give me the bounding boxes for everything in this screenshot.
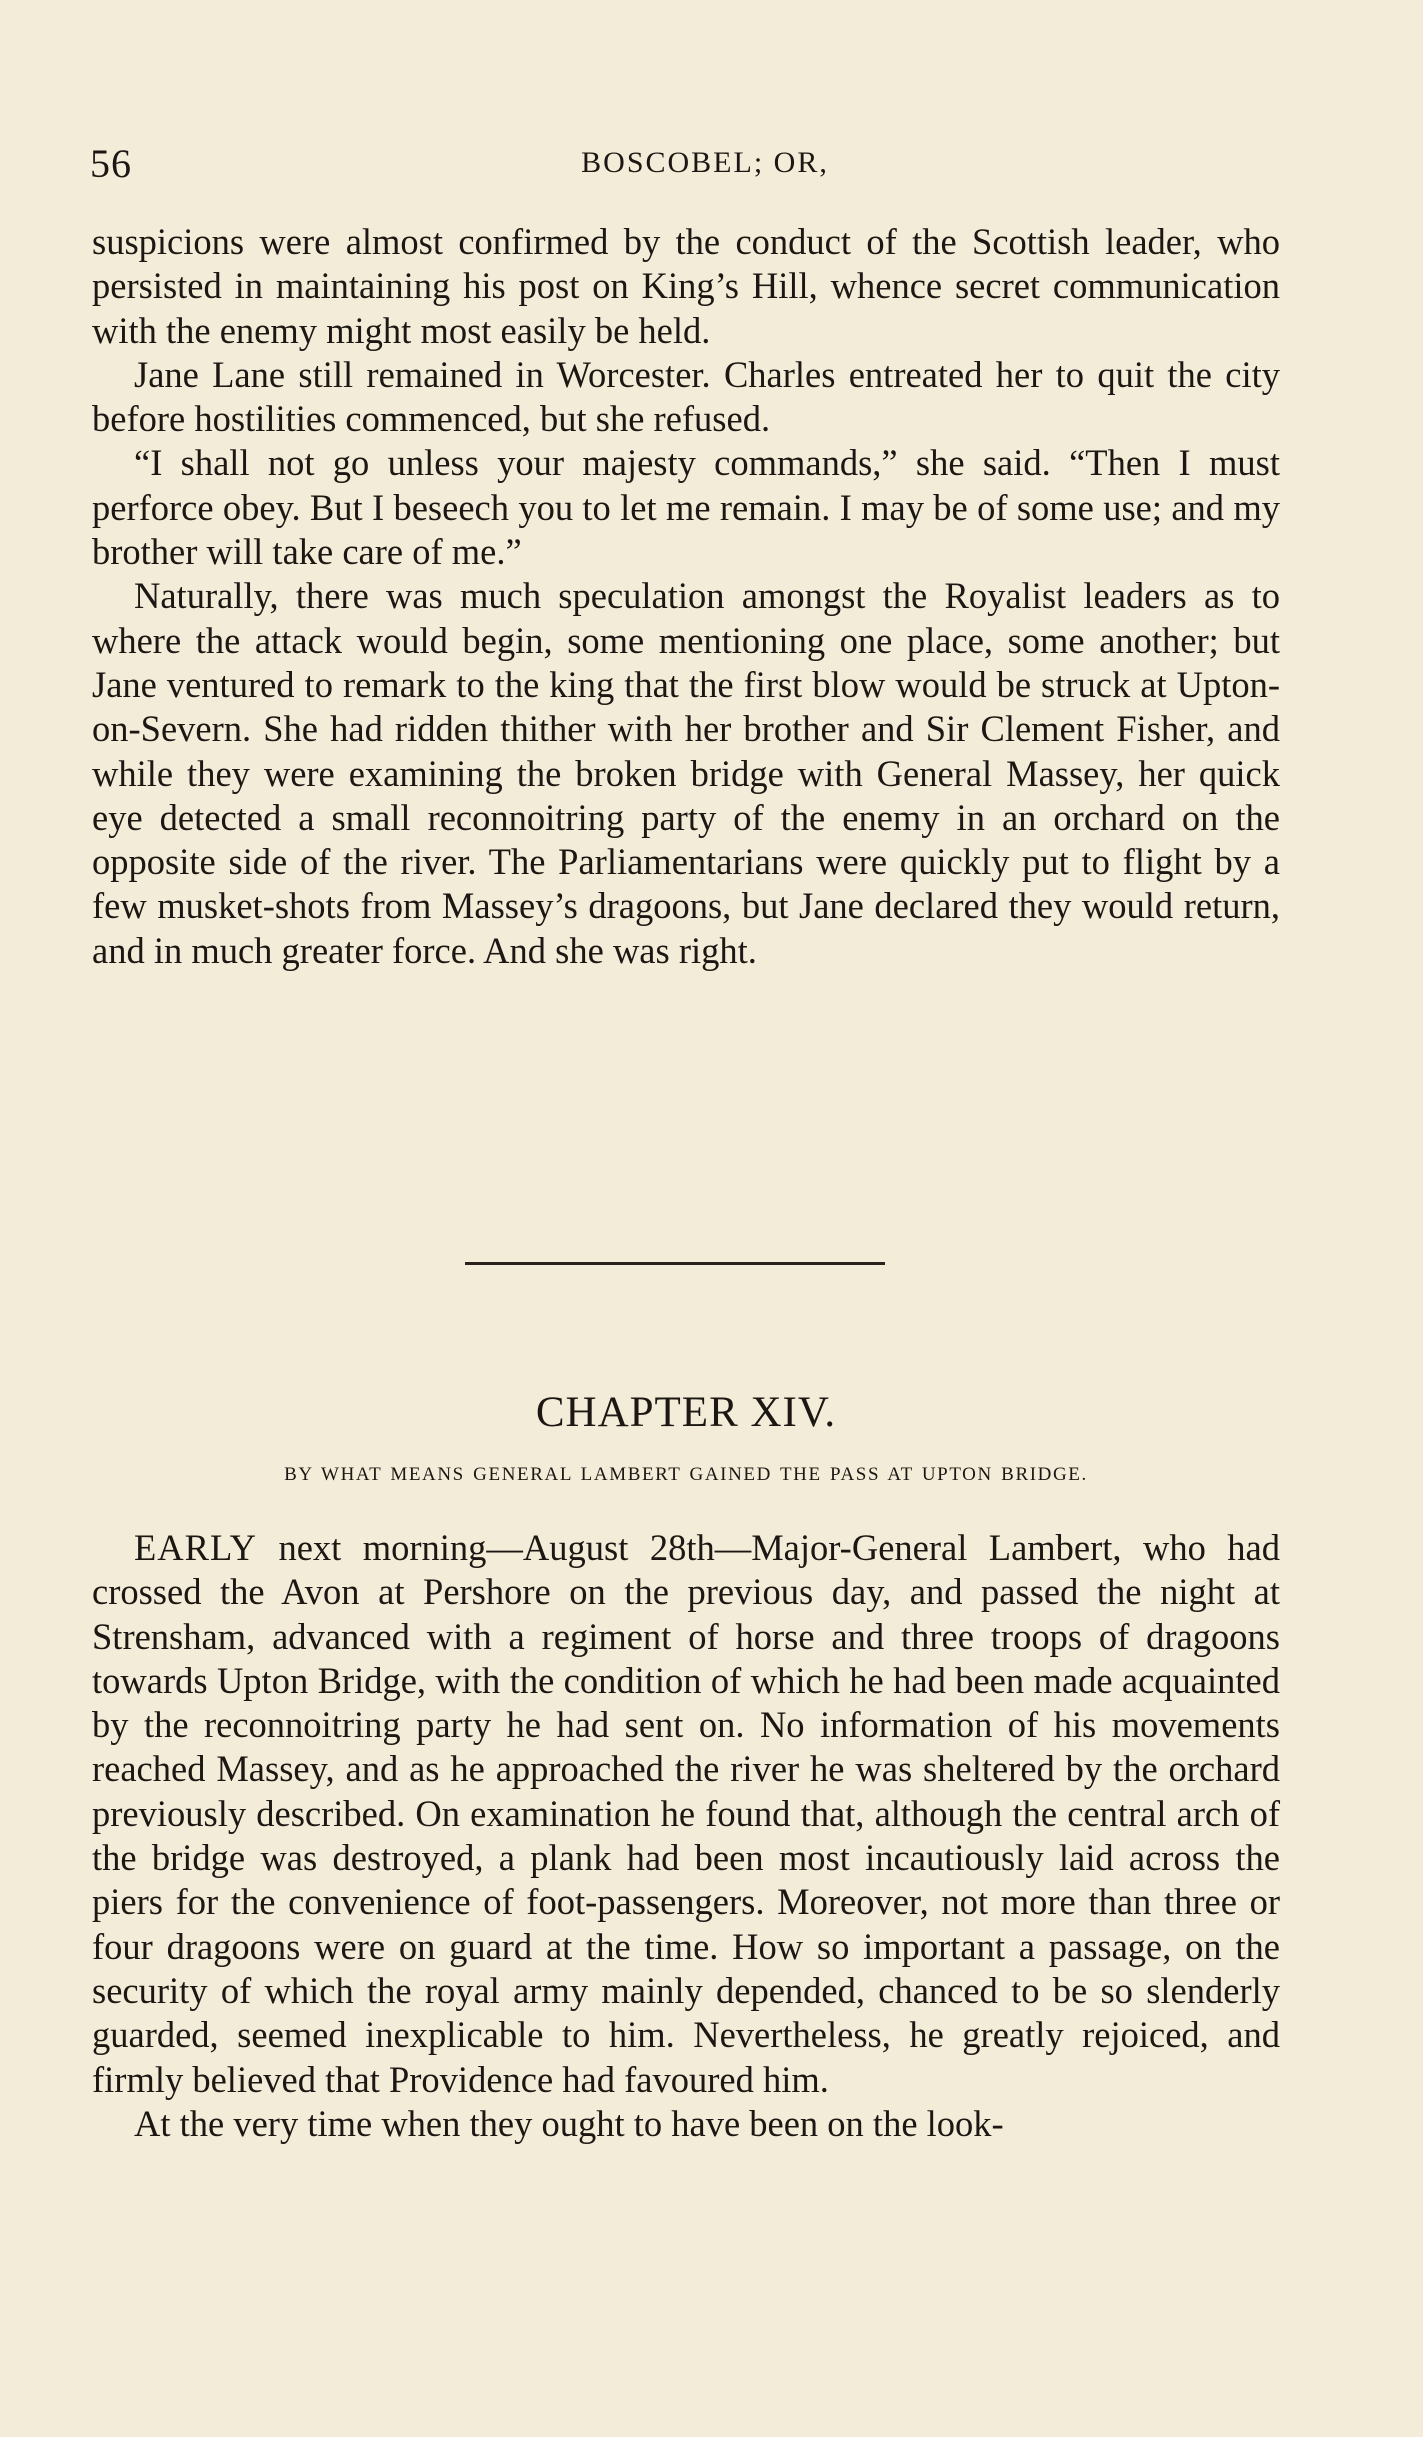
paragraph-dialogue: “I shall not go unless your majesty commands,” she said. “Then I must perforce obey. But I beseech you to let me remain. I may be of some use; and my brother will take care of me.” [92,442,1280,573]
page-number: 56 [90,141,132,186]
paragraph-jane-lane: Jane Lane still remained in Worcester. Charles entreated her to quit the city before hostilities commenced, but she refused. [92,353,1280,440]
paragraph-chapter-opening [92,1526,1280,2102]
section-two-text [92,1526,1280,2146]
section-one-text [92,220,1280,973]
opening-paragraph-body: next morning—August 28th—Major-General Lambert, who had crossed the Avon at Pershore on the previous day, and passed the night at Strensham, advanced with a regiment of horse and three troops of dragoons towards Upton Bridge, with the condition of which he had been made acquainted by the reconnoitring party he had sent on. No information of his movements reached Massey, and as he approached the river he was sheltered by the orchard previously described. On examination he found that, although the central arch of the bridge was destroyed, a plank had been most incautiously laid across the piers for the convenience of foot-passengers. Moreover, not more than three or four dragoons were on guard at the time. How so important a passage, on the security of which the royal army mainly depended, chanced to be so slenderly guarded, seemed inexplicable to him. Nevertheless, he greatly rejoiced, and firmly believed that Providence had favoured him. [92,1527,1280,2100]
opening-word: EARLY [134,1527,258,1568]
chapter-heading: CHAPTER XIV. [535,1389,837,1436]
section-divider-rule [465,1262,885,1265]
chapter-subtitle: BY WHAT MEANS GENERAL LAMBERT GAINED THE PASS AT UPTON BRIDGE. [284,1464,1088,1485]
running-head [90,140,1280,190]
running-title: BOSCOBEL; OR, [581,146,829,179]
paragraph-last: At the very time when they ought to have been on the look- [134,2102,1004,2144]
paragraph-speculation: Naturally, there was much speculation amongst the Royalist leaders as to where the attack would begin, some mentioning one place, some another; but Jane ventured to remark to the king that the first blow would be struck at Upton-on-Severn. She had ridden thither with her brother and Sir Clement Fisher, and while they were examining the broken bridge with General Massey, her quick eye detected a small reconnoitring party of the enemy in an orchard on the opposite side of the river. The Parliamentarians were quickly put to flight by a few musket-shots from Massey’s dragoons, but Jane declared they would return, and in much greater force. And she was right. [92,575,1280,971]
paragraph-continuation: suspicions were almost confirmed by the conduct of the Scottish leader, who persisted in maintaining his post on King’s Hill, whence secret communication with the enemy might most easily be held. [92,221,1280,351]
